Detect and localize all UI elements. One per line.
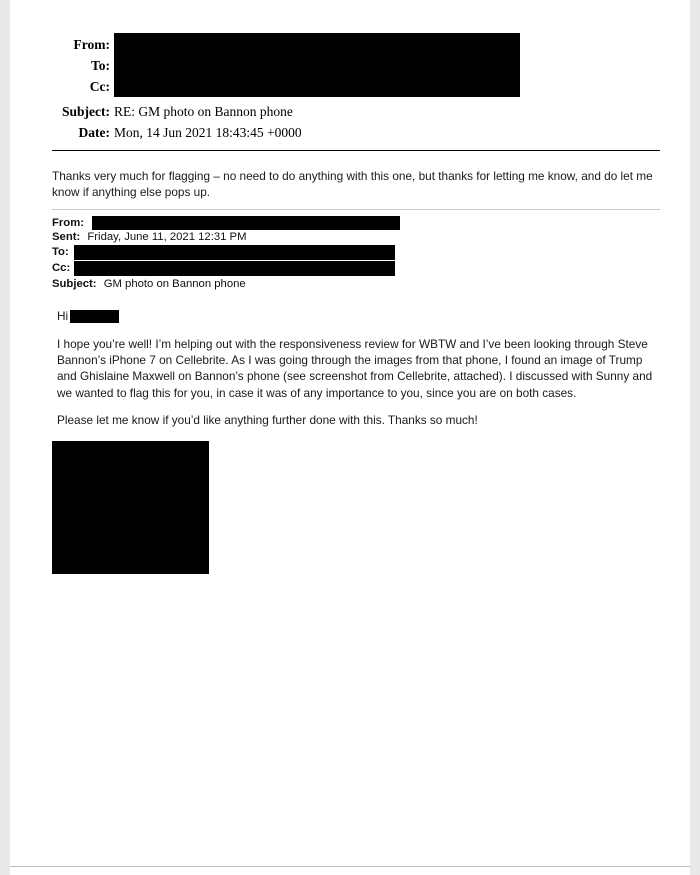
redaction-quoted-from <box>92 216 400 230</box>
header-label-subject: Subject: <box>62 104 110 119</box>
redaction-cc <box>114 75 520 97</box>
page-bottom-divider <box>10 866 690 867</box>
reply-body-text: Thanks very much for flagging – no need to do anything with this one, but thanks for letting me know, and do let me know if anything else pops up. <box>52 169 653 199</box>
quoted-label-cc: Cc: <box>52 262 71 274</box>
header-row-to <box>10 55 690 76</box>
attachment-redacted-image <box>52 441 209 574</box>
quoted-row-sent <box>52 230 664 245</box>
header-row-subject <box>10 101 690 122</box>
header-row-from <box>10 34 690 55</box>
quoted-label-from: From: <box>52 217 85 229</box>
header-row-cc <box>10 76 690 97</box>
redaction-greeting-name <box>70 310 119 323</box>
message-header <box>10 34 690 143</box>
header-label-date: Date: <box>78 125 110 140</box>
quoted-row-to <box>52 245 664 261</box>
header-label-cc: Cc: <box>89 79 110 94</box>
quoted-value-subject: GM photo on Bannon phone <box>103 278 246 290</box>
document-page <box>10 0 690 875</box>
header-row-date <box>10 122 690 143</box>
header-value-date: Mon, 14 Jun 2021 18:43:45 +0000 <box>114 125 302 140</box>
redaction-quoted-cc <box>74 261 395 276</box>
email-document <box>10 0 690 875</box>
header-label-to: To: <box>90 58 110 73</box>
quoted-value-sent: Friday, June 11, 2021 12:31 PM <box>87 231 247 243</box>
header-divider <box>52 150 660 151</box>
quoted-message-divider <box>52 209 660 210</box>
redaction-quoted-to <box>74 245 395 260</box>
quoted-label-to: To: <box>52 246 69 258</box>
quoted-message-header <box>52 216 664 292</box>
header-label-from: From: <box>73 37 110 52</box>
quoted-row-cc <box>52 261 664 277</box>
quoted-paragraph-1: I hope you’re well! I’m helping out with the responsiveness review for WBTW and I’ve been looking through Steve Bannon’s iPhone 7 on Cellebrite. As I was going through the images from that phone, I found an image of Trump and Ghislaine Maxwell on Bannon’s phone (see screenshot from Cellebrite, attached). I discussed with Sunny and we wanted to flag this for you, in case it was of any importance to you, since you are on both cases. <box>57 337 653 400</box>
quoted-label-sent: Sent: <box>52 231 81 243</box>
header-value-subject: RE: GM photo on Bannon phone <box>114 104 293 119</box>
quoted-row-subject <box>52 277 664 292</box>
greeting-line <box>57 309 119 324</box>
quoted-label-subject: Subject: <box>52 278 97 290</box>
quoted-row-from <box>52 216 664 230</box>
quoted-paragraph-2: Please let me know if you’d like anything further done with this. Thanks so much! <box>57 413 478 427</box>
greeting-text: Hi <box>57 309 69 323</box>
